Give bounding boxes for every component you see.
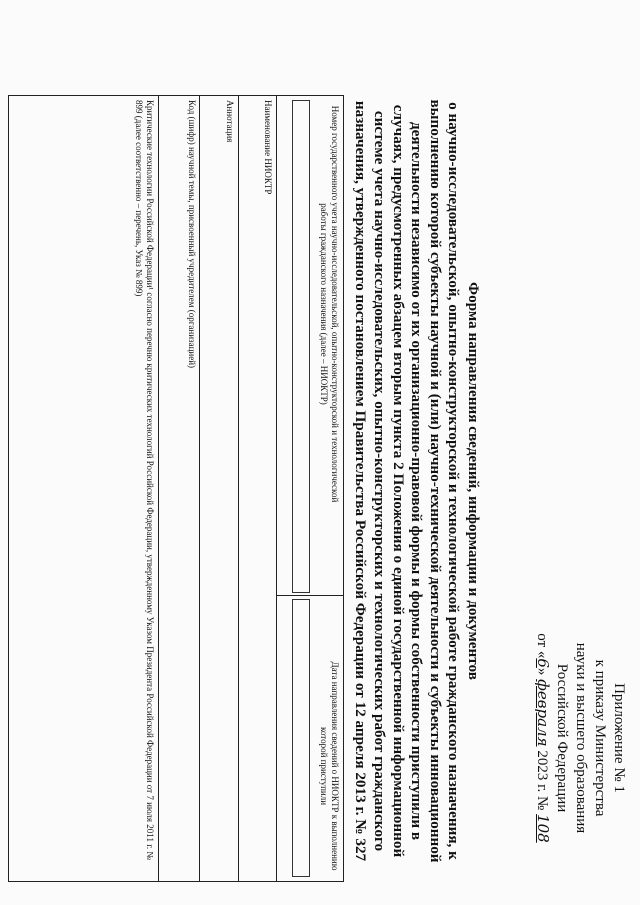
- order-number: 108: [534, 814, 552, 843]
- reg-number-field[interactable]: [292, 100, 310, 593]
- date-label: Дата направления сведений о НИОКТР к выполнению которой приступили: [319, 661, 340, 871]
- row-divider: [238, 96, 239, 881]
- column-divider: [277, 595, 343, 596]
- date-mid: »: [534, 667, 550, 676]
- date-month: февраля: [534, 679, 552, 747]
- appendix-order-line: к приказу Министерства: [592, 659, 608, 817]
- form-subtitle: о научно-исследовательской, опытно-конструкторской и технологической работе гражданского назначения, к выполнению которой субъекты научной и (или) научно-технической деятельности и субъекты инновационной деятельности независимо от их организационно-правовой формы и формы собственности приступили в случаях, предусмотренных абзацем вторым пункта 2 Положения о единой государственной информационной системе учета научно-исследовательских, опытно-конструкторских и технологических работ гражданского назначения, утвержденного постановлением Правительства Российской Федерации от 12 апреля 2013 г. № 327: [352, 99, 463, 863]
- appendix-date-line: [532, 588, 552, 888]
- appendix-header: [532, 588, 628, 888]
- form-table: [8, 95, 344, 882]
- code-label: Код (шифр) научной темы, присвоенный учредителем (организацией): [187, 100, 197, 369]
- row-divider: [276, 96, 277, 881]
- row-divider: [199, 96, 200, 881]
- appendix-country-line: Российской Федерации: [554, 663, 570, 813]
- reg-number-label: Номер государственного учета научно-исследовательской, опытно-конструкторской и технологической работы гражданского назначения (далее – НИОКТР): [319, 105, 340, 503]
- form-title: [351, 96, 482, 866]
- appendix-ministry-line: науки и высшего образования: [573, 642, 589, 834]
- date-field[interactable]: [292, 599, 310, 877]
- date-year: 2023 г. №: [534, 750, 550, 811]
- appendix-number: Приложение № 1: [611, 683, 627, 793]
- name-label: Наименование НИОКТР: [263, 100, 273, 195]
- row-divider: [158, 96, 159, 881]
- date-prefix: от «: [534, 633, 550, 659]
- date-day: 6: [534, 658, 552, 668]
- form-heading: Форма направления сведений, информации и документов: [465, 282, 482, 680]
- critical-tech-label: Критические технологии Российской Федерации¹ согласно перечню критических технологий Российской Федерации, утвержденному Указом Президента Российской Федерации от 7 июля 2011 г. № 899 (далее соответственно – перечень, Указ № 899): [134, 100, 155, 860]
- annotation-label: Аннотация: [225, 100, 235, 143]
